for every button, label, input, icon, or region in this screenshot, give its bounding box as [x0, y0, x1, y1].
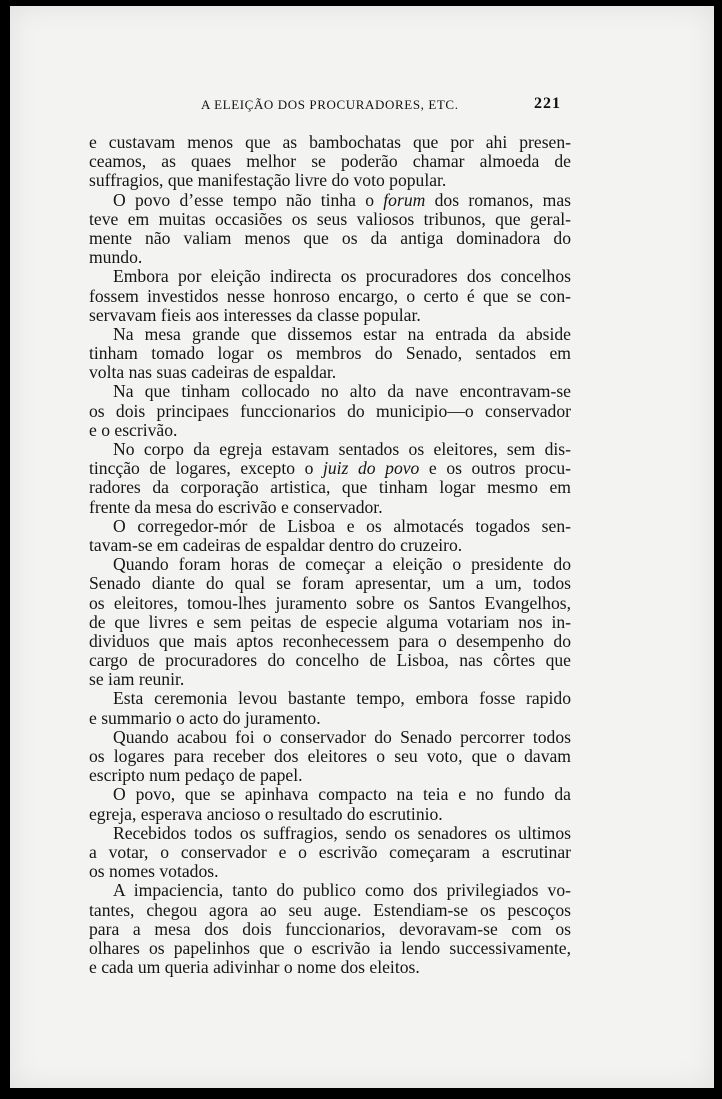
text-run: Quando foram horas de começar a eleição o presidente do	[113, 554, 571, 575]
text-run: suffragios, que manifestação livre do voto popular.	[89, 170, 447, 191]
text-run: olhares os papelinhos que o escrivão ia lendo successivamente,	[89, 937, 571, 958]
text-line	[89, 728, 571, 747]
text-run: O corregedor-mór de Lisboa e os almotacés togados sen-	[113, 515, 571, 536]
text-run: Senado diante do qual se foram apresentar, um a um, todos	[89, 573, 571, 594]
text-line	[89, 306, 571, 325]
italic-run: juiz do povo	[322, 458, 420, 479]
text-line	[89, 344, 571, 363]
text-run: tavam-se em cadeiras de espaldar dentro do cruzeiro.	[89, 534, 463, 555]
text-run: os logares para receber dos eleitores o seu voto, que o davam	[89, 746, 571, 766]
text-line	[89, 651, 571, 670]
text-run: O povo d’esse tempo não tinha o	[113, 189, 384, 210]
text-line	[89, 939, 571, 958]
text-run: os dois principaes funccionarios do municipio—o conservador	[89, 400, 571, 421]
text-line	[89, 248, 571, 267]
text-run: e custavam menos que as bambochatas que por ahi presen-	[89, 132, 571, 152]
text-line	[89, 862, 571, 881]
text-line	[89, 382, 571, 401]
text-line	[89, 478, 571, 497]
text-line	[89, 287, 571, 306]
text-run: dos romanos, mas	[425, 189, 571, 210]
italic-run: forum	[383, 189, 426, 210]
text-run: tantes, chegou agora ao seu auge. Estendiam-se os pescoços	[89, 899, 571, 920]
text-run: os nomes votados.	[89, 861, 219, 882]
text-line	[89, 229, 571, 248]
text-line	[89, 901, 571, 920]
text-line	[89, 594, 571, 613]
text-line	[89, 191, 571, 210]
text-line	[89, 843, 571, 862]
text-run: tincção de logares, excepto o	[89, 458, 323, 479]
text-run: os eleitores, tomou-lhes juramento sobre os Santos Evangelhos,	[89, 592, 571, 613]
text-run: e os outros procu-	[419, 458, 572, 479]
text-line	[89, 440, 571, 459]
text-line	[89, 555, 571, 574]
text-run: a votar, o conservador e o escrivão começaram a escrutinar	[89, 841, 571, 862]
text-run: e summario o acto do juramento.	[89, 707, 321, 728]
text-line	[89, 881, 571, 900]
text-line	[89, 363, 571, 382]
text-run: No corpo da egreja estavam sentados os eleitores, sem dis-	[113, 439, 571, 459]
text-run: teve em muitas occasiões os seus valiosos tribunos, que geral-	[89, 208, 571, 229]
text-run: e o escrivão.	[89, 419, 178, 440]
text-line	[89, 325, 571, 344]
text-line	[89, 267, 571, 286]
text-line	[89, 402, 571, 421]
text-line	[89, 574, 571, 593]
text-line	[89, 766, 571, 785]
text-run: cargo de procuradores do concelho de Lisboa, nas côrtes que	[89, 650, 571, 671]
text-line	[89, 421, 571, 440]
text-line	[89, 689, 571, 708]
book-page	[10, 6, 714, 1088]
text-line	[89, 210, 571, 229]
text-run: egreja, esperava ancioso o resultado do escrutinio.	[89, 803, 443, 824]
text-line	[89, 958, 571, 977]
text-line	[89, 171, 571, 190]
text-run: Na mesa grande que dissemos estar na entrada da abside	[113, 323, 571, 344]
text-run: mundo.	[89, 247, 143, 268]
text-line	[89, 613, 571, 632]
text-run: ceamos, as quaes melhor se poderão chamar almoeda de	[89, 151, 571, 172]
text-line	[89, 133, 571, 152]
text-run: Embora por eleição indirecta os procuradores dos concelhos	[113, 266, 571, 287]
text-line	[89, 459, 571, 478]
running-title: A ELEIÇÃO DOS PROCURADORES, ETC.	[201, 97, 459, 112]
text-line	[89, 517, 571, 536]
text-run: escripto num pedaço de papel.	[89, 765, 303, 786]
body-text	[89, 133, 571, 977]
text-run: volta nas suas cadeiras de espaldar.	[89, 362, 337, 383]
text-line	[89, 805, 571, 824]
text-line	[89, 824, 571, 843]
page-number: 221	[534, 95, 561, 112]
text-run: Na que tinham collocado no alto da nave encontravam-se	[113, 381, 571, 402]
text-line	[89, 785, 571, 804]
text-run: servavam fieis aos interesses da classe popular.	[89, 304, 421, 325]
text-run: e cada um queria adivinhar o nome dos eleitos.	[89, 957, 420, 978]
scan-edge	[714, 0, 722, 1099]
text-line	[89, 747, 571, 766]
text-run: frente da mesa do escrivão e conservador.	[89, 496, 383, 517]
text-line	[89, 670, 571, 689]
text-run: O povo, que se apinhava compacto na teia e no fundo da	[113, 784, 571, 805]
text-line	[89, 498, 571, 517]
text-line	[89, 536, 571, 555]
text-line	[89, 709, 571, 728]
text-run: fossem investidos nesse honroso encargo, o certo é que se con-	[89, 285, 571, 306]
text-run: A impaciencia, tanto do publico como dos privilegiados vo-	[113, 880, 571, 901]
text-run: de que livres e sem peitas de especie alguma votariam nos in-	[89, 611, 571, 632]
text-line	[89, 152, 571, 171]
text-run: Recebidos todos os suffragios, sendo os senadores os ultimos	[113, 822, 571, 843]
text-line	[89, 920, 571, 939]
text-run: para a mesa dos dois funccionarios, devoravam-se com os	[89, 918, 571, 939]
text-run: radores da corporação artistica, que tinham logar mesmo em	[89, 477, 571, 498]
text-run: Quando acabou foi o conservador do Senado percorrer todos	[113, 726, 571, 747]
text-run: dividuos que mais aptos reconhecessem para o desempenho do	[89, 630, 571, 651]
text-run: tinham tomado logar os membros do Senado, sentados em	[89, 343, 571, 364]
text-run: se iam reunir.	[89, 669, 185, 690]
text-line	[89, 632, 571, 651]
text-run: Esta ceremonia levou bastante tempo, embora fosse rapido	[113, 688, 571, 709]
text-run: mente não valiam menos que os da antiga dominadora do	[89, 227, 571, 248]
